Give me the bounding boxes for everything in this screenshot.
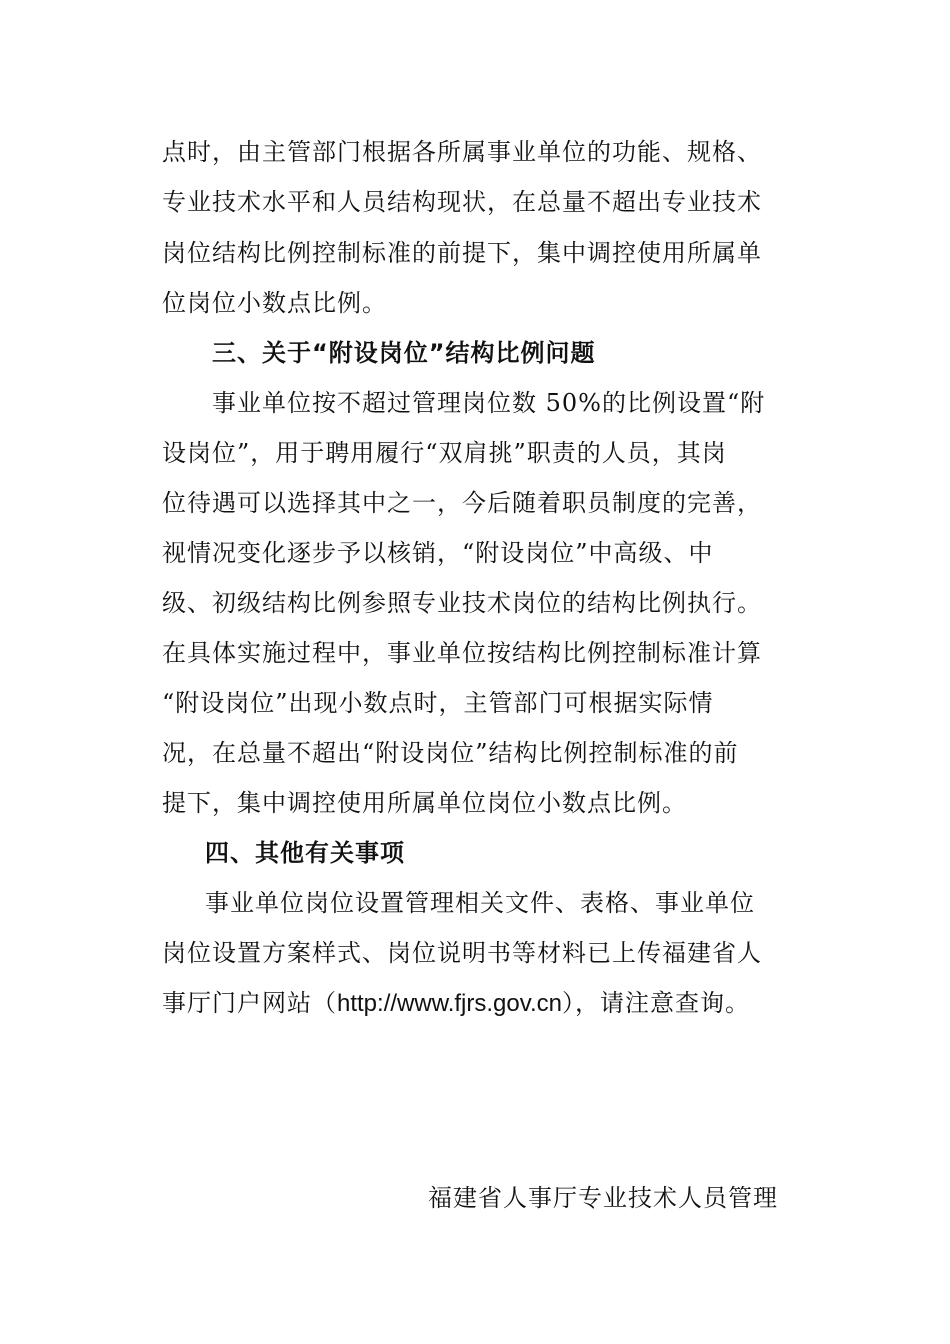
paragraph-line: 位待遇可以选择其中之一，今后随着职员制度的完善， [162,489,762,517]
paragraph-line: 况，在总量不超出“附设岗位”结构比例控制标准的前 [162,739,739,767]
section-heading-4: 四、其他有关事项 [205,839,405,867]
paragraph-line: 事业单位按不超过管理岗位数 50%的比例设置“附 [212,389,766,417]
signature-line: 福建省人事厅专业技术人员管理 [428,1184,778,1212]
paragraph-line-url [162,983,782,1023]
paragraph-line: 在具体实施过程中，事业单位按结构比例控制标准计算 [162,639,762,667]
url-prefix: 事厅门户网站（ [162,989,337,1017]
website-url: http://www.fjrs.gov.cn [337,990,562,1017]
paragraph-line: 位岗位小数点比例。 [162,289,387,317]
paragraph-line: 提下，集中调控使用所属单位岗位小数点比例。 [162,789,687,817]
paragraph-line: 岗位设置方案样式、岗位说明书等材料已上传福建省人 [162,939,762,967]
paragraph-line: “附设岗位”出现小数点时，主管部门可根据实际情 [162,689,714,717]
paragraph-line: 视情况变化逐步予以核销，“附设岗位”中高级、中 [162,539,714,567]
paragraph-line: 岗位结构比例控制标准的前提下，集中调控使用所属单 [162,239,762,267]
url-suffix: ），请注意查询。 [561,989,750,1017]
paragraph-line: 专业技术水平和人员结构现状，在总量不超出专业技术 [162,188,762,216]
paragraph-line: 事业单位岗位设置管理相关文件、表格、事业单位 [205,889,755,917]
paragraph-line: 设岗位”，用于聘用履行“双肩挑”职责的人员，其岗 [162,439,727,467]
paragraph-line: 级、初级结构比例参照专业技术岗位的结构比例执行。 [162,589,762,617]
paragraph-line: 点时，由主管部门根据各所属事业单位的功能、规格、 [162,138,762,166]
section-heading-3: 三、关于“附设岗位”结构比例问题 [212,339,596,367]
